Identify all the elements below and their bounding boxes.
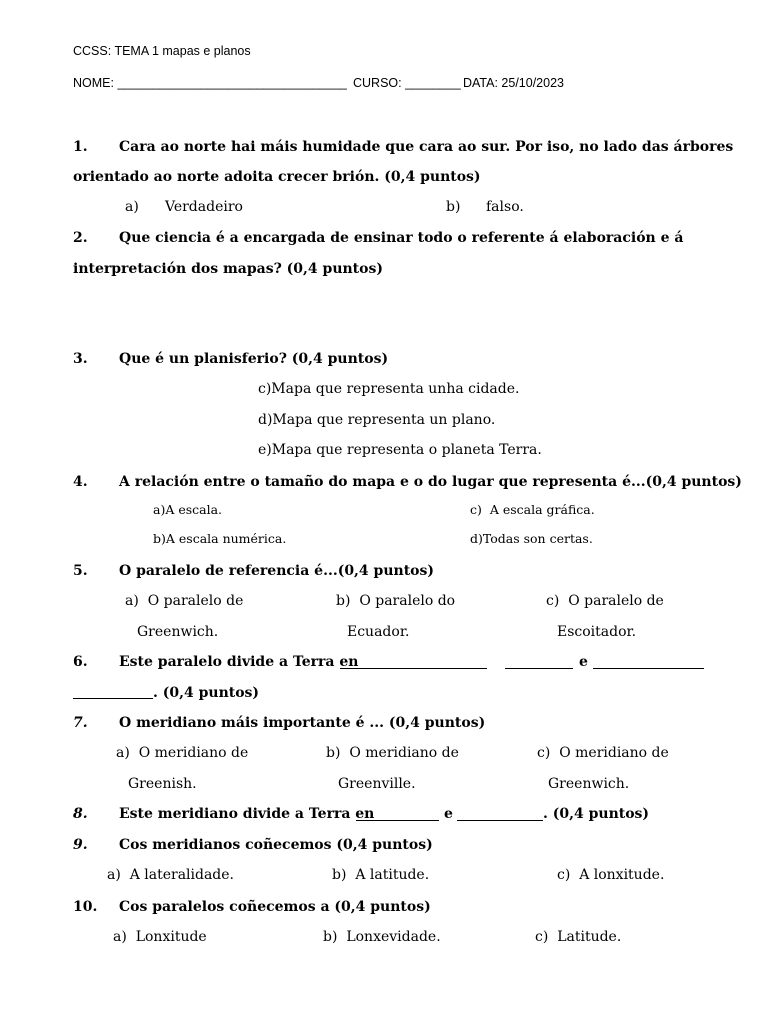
q3-option-c[interactable]: c)Mapa que representa unha cidade. [258, 381, 520, 397]
q1-text-line2: orientado ao norte adoita crecer brión. (0,4 puntos) [73, 169, 481, 185]
q10-text-line1: Cos paralelos coñecemos a (0,4 puntos) [119, 899, 431, 915]
q6-answer-blank-1[interactable] [340, 656, 487, 669]
q10-number: 10. [73, 899, 98, 915]
q4-option-a[interactable]: a)A escala. [153, 502, 223, 517]
q1-option-a[interactable]: Verdadeiro [165, 199, 243, 215]
q5-option-b-cont: Ecuador. [347, 624, 410, 640]
q4-number: 4. [73, 474, 88, 490]
q3-number: 3. [73, 351, 88, 367]
q10-option-b[interactable]: b) Lonxevidade. [323, 929, 441, 945]
q2-number: 2. [73, 230, 88, 246]
q6-answer-blank-2[interactable] [505, 656, 573, 669]
q5-text-line1: O paralelo de referencia é...(0,4 puntos) [119, 563, 435, 579]
q7-option-b-cont: Greenville. [338, 776, 416, 792]
q9-option-a[interactable]: a) A lateralidade. [107, 867, 235, 883]
q3-option-d[interactable]: d)Mapa que representa un plano. [258, 412, 496, 428]
q8-text-line1: Este meridiano divide a Terra en [119, 806, 375, 822]
q7-option-a-cont: Greenish. [128, 776, 197, 792]
nome-field[interactable]: NOME: _________________________________ [73, 76, 347, 90]
q4-option-b[interactable]: b)A escala numérica. [153, 531, 287, 546]
q4-option-c[interactable]: c) A escala gráfica. [470, 502, 595, 517]
q3-option-e[interactable]: e)Mapa que representa o planeta Terra. [258, 442, 542, 458]
q5-option-b[interactable]: b) O paralelo do [336, 593, 456, 609]
q10-option-c[interactable]: c) Latitude. [535, 929, 622, 945]
curso-field[interactable]: CURSO: ________ [353, 76, 461, 90]
q5-number: 5. [73, 563, 88, 579]
q8-answer-blank-1[interactable] [356, 808, 439, 821]
q8-answer-blank-2[interactable] [457, 808, 543, 821]
q2-text-line1: Que ciencia é a encargada de ensinar todo o referente á elaboración e á [119, 230, 684, 246]
q9-number: 9. [73, 837, 88, 853]
q1-option-b[interactable]: falso. [486, 199, 524, 215]
q5-option-c-cont: Escoitador. [557, 624, 637, 640]
q8-number: 8. [73, 806, 88, 822]
q7-option-c[interactable]: c) O meridiano de [537, 745, 669, 761]
q1-option-a-letter[interactable]: a) [125, 199, 139, 215]
q1-number: 1. [73, 139, 88, 155]
q7-number: 7. [73, 715, 88, 731]
q5-option-a-cont: Greenwich. [137, 624, 219, 640]
q6-text-line1: Este paralelo divide a Terra en [119, 654, 359, 670]
q3-text-line1: Que é un planisferio? (0,4 puntos) [119, 351, 389, 367]
date-label: DATA: 25/10/2023 [463, 76, 564, 90]
q1-text-line1: Cara ao norte hai máis humidade que cara ao sur. Por iso, no lado das árbores [119, 139, 734, 155]
q7-text-line1: O meridiano máis importante é ... (0,4 puntos) [119, 715, 486, 731]
q9-option-b[interactable]: b) A latitude. [332, 867, 430, 883]
q9-text-line1: Cos meridianos coñecemos (0,4 puntos) [119, 837, 433, 853]
course-title: CCSS: TEMA 1 mapas e planos [73, 44, 251, 58]
q5-option-a[interactable]: a) O paralelo de [125, 593, 244, 609]
q4-text-line1: A relación entre o tamaño do mapa e o do lugar que representa é...(0,4 puntos) [119, 474, 742, 490]
q8-connector: e [444, 806, 453, 822]
q6-text-line2: . (0,4 puntos) [153, 685, 260, 701]
q7-option-b[interactable]: b) O meridiano de [326, 745, 459, 761]
q7-option-a[interactable]: a) O meridiano de [116, 745, 249, 761]
q5-option-c[interactable]: c) O paralelo de [546, 593, 664, 609]
q8-tail: . (0,4 puntos) [543, 806, 650, 822]
q10-option-a[interactable]: a) Lonxitude [113, 929, 207, 945]
q4-option-d[interactable]: d)Todas son certas. [470, 531, 593, 546]
q6-answer-blank-4[interactable] [73, 686, 153, 699]
q1-option-b-letter[interactable]: b) [446, 199, 461, 215]
q7-option-c-cont: Greenwich. [548, 776, 630, 792]
q6-number: 6. [73, 654, 88, 670]
q6-connector: e [579, 654, 588, 670]
q6-answer-blank-3[interactable] [593, 656, 704, 669]
q9-option-c[interactable]: c) A lonxitude. [557, 867, 665, 883]
q2-text-line2: interpretación dos mapas? (0,4 puntos) [73, 261, 383, 277]
